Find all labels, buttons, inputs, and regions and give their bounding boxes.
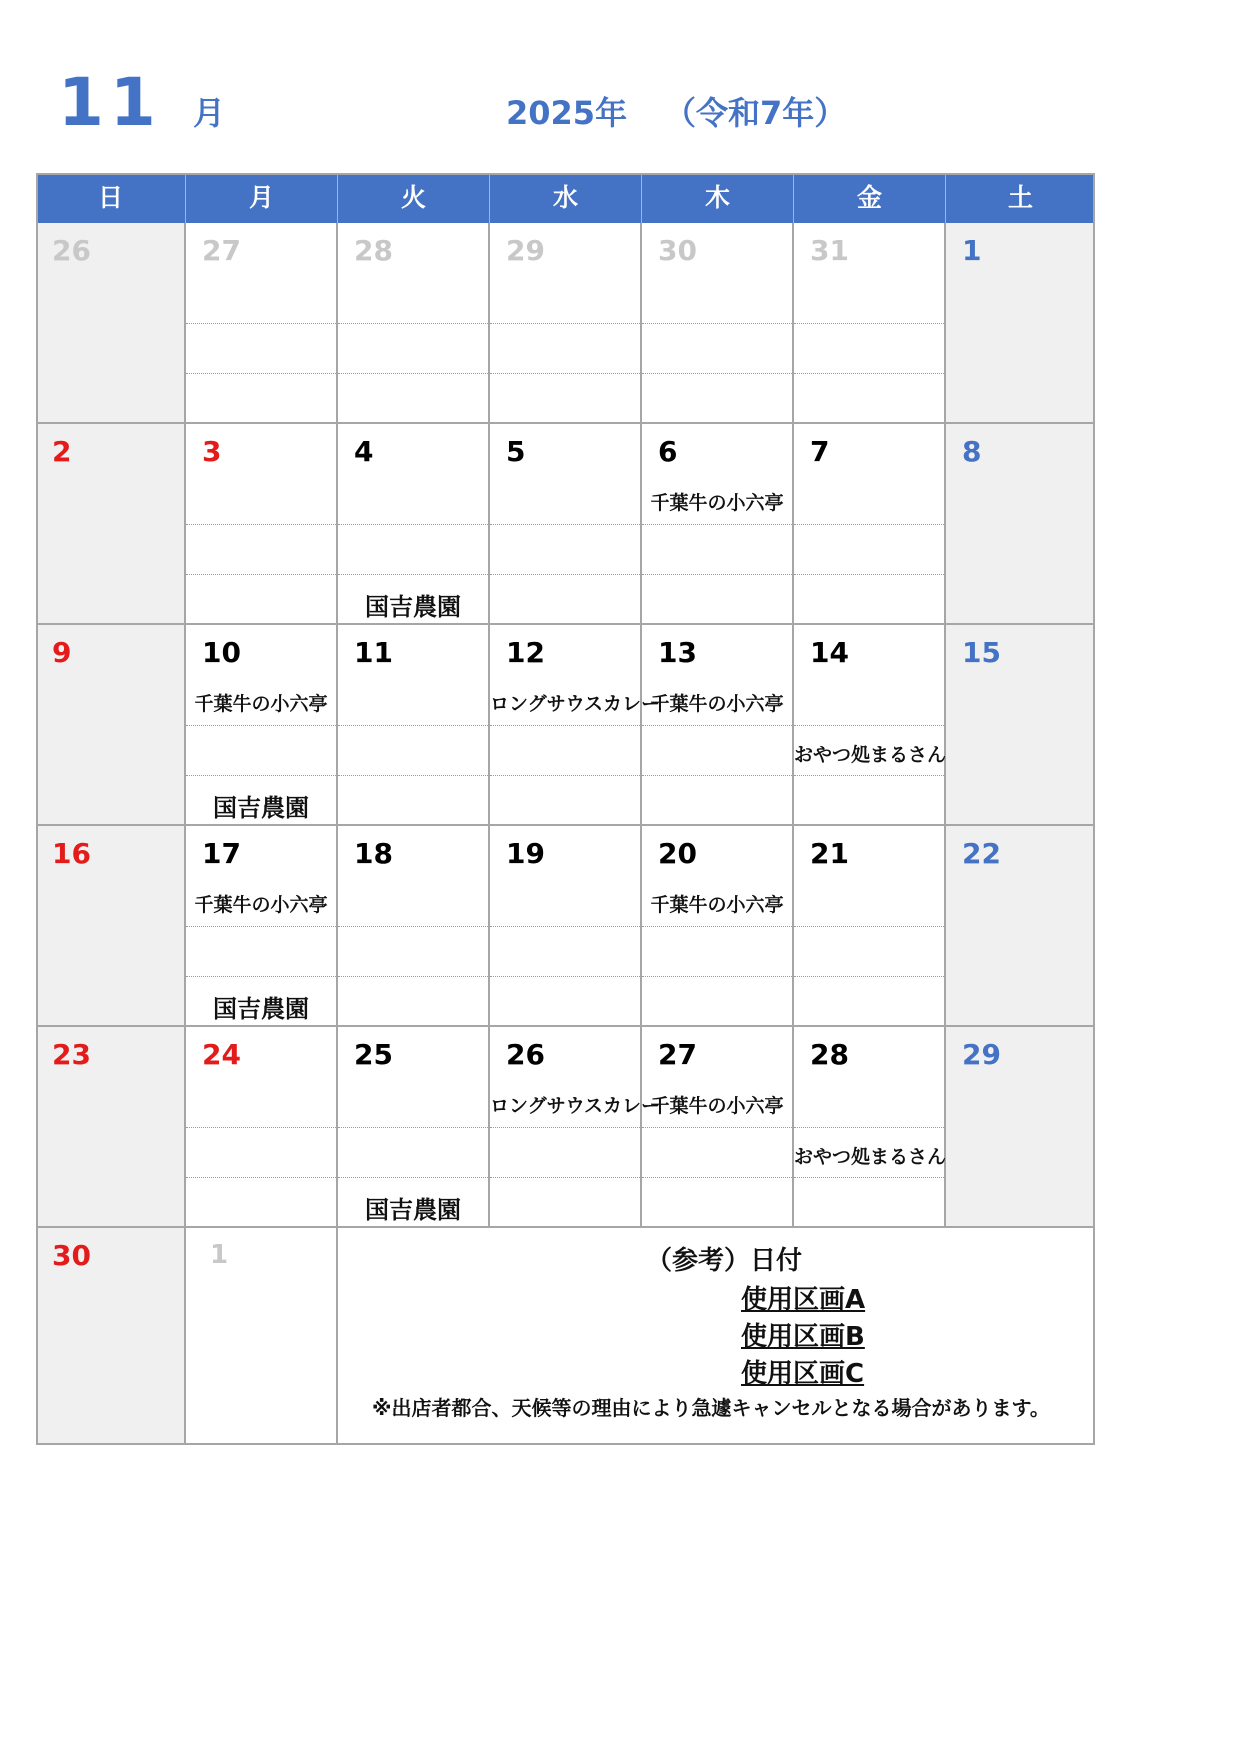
slot-divider xyxy=(338,323,488,324)
day-cell xyxy=(338,223,490,424)
day-cell xyxy=(490,223,642,424)
day-cell xyxy=(338,625,490,826)
day-number: 26 xyxy=(52,234,91,267)
day-number: 27 xyxy=(658,1038,697,1071)
slot-divider xyxy=(490,323,640,324)
day-cell xyxy=(642,1027,794,1228)
day-cell xyxy=(642,625,794,826)
day-number: 25 xyxy=(354,1038,393,1071)
slot-divider xyxy=(794,976,944,977)
legend-area-a: 使用区画A xyxy=(741,1285,866,1315)
day-cell xyxy=(642,826,794,1027)
vendor-a: 千葉牛の小六亭 xyxy=(650,492,784,514)
slot-divider xyxy=(794,524,944,525)
slot-divider xyxy=(642,373,792,374)
day-number: 26 xyxy=(506,1038,545,1071)
slot-divider xyxy=(794,323,944,324)
vendor-b: おやつ処まるさん xyxy=(794,744,947,766)
slot-divider xyxy=(642,1177,792,1178)
slot-divider xyxy=(338,1177,488,1178)
day-number: 2 xyxy=(52,435,72,468)
day-number: 6 xyxy=(658,435,678,468)
slot-divider xyxy=(338,524,488,525)
day-cell xyxy=(36,1228,186,1445)
day-cell xyxy=(794,826,946,1027)
slot-divider xyxy=(642,524,792,525)
day-number: 5 xyxy=(506,435,526,468)
year-label: 2025年 xyxy=(506,94,628,132)
day-number: 14 xyxy=(810,636,849,669)
slot-divider xyxy=(338,926,488,927)
day-number: 31 xyxy=(810,234,849,267)
slot-divider xyxy=(490,574,640,575)
vendor-c: 国吉農園 xyxy=(365,593,461,621)
slot-divider xyxy=(186,775,336,776)
day-number: 17 xyxy=(202,837,241,870)
day-cell xyxy=(946,223,1095,424)
vendor-a: ロングサウスカレー xyxy=(490,1095,661,1117)
day-number: 8 xyxy=(962,435,982,468)
slot-divider xyxy=(186,323,336,324)
day-number: 20 xyxy=(658,837,697,870)
day-cell xyxy=(642,223,794,424)
day-cell xyxy=(186,223,338,424)
day-cell xyxy=(642,424,794,625)
vendor-a: 千葉牛の小六亭 xyxy=(650,894,784,916)
slot-divider xyxy=(186,524,336,525)
day-cell xyxy=(794,424,946,625)
day-number: 7 xyxy=(810,435,830,468)
weekday-6: 土 xyxy=(1007,183,1033,212)
vendor-a: 千葉牛の小六亭 xyxy=(194,693,328,715)
slot-divider xyxy=(642,976,792,977)
slot-divider xyxy=(794,574,944,575)
vendor-a: 千葉牛の小六亭 xyxy=(650,693,784,715)
vendor-c: 国吉農園 xyxy=(213,995,309,1023)
slot-divider xyxy=(338,1127,488,1128)
day-number: 28 xyxy=(354,234,393,267)
slot-divider xyxy=(490,1127,640,1128)
legend-box xyxy=(338,1228,1095,1445)
day-number: 9 xyxy=(52,636,72,669)
legend-area-b: 使用区画B xyxy=(741,1322,865,1352)
day-cell xyxy=(946,1027,1095,1228)
weekday-1: 月 xyxy=(186,173,338,223)
day-number: 30 xyxy=(52,1239,91,1272)
slot-divider xyxy=(490,976,640,977)
slot-divider xyxy=(338,725,488,726)
month-number: 11 xyxy=(58,64,162,141)
day-cell xyxy=(186,424,338,625)
weekday-2: 火 xyxy=(338,173,490,223)
day-cell xyxy=(186,625,338,826)
day-cell xyxy=(490,1027,661,1228)
day-cell xyxy=(794,625,946,826)
day-number: 18 xyxy=(354,837,393,870)
day-cell xyxy=(794,1027,946,1228)
day-cell xyxy=(338,424,490,625)
day-cell xyxy=(36,424,186,625)
day-cell xyxy=(946,826,1095,1027)
slot-divider xyxy=(794,1127,944,1128)
day-cell xyxy=(36,223,186,424)
slot-divider xyxy=(186,725,336,726)
day-cell xyxy=(338,826,490,1027)
vendor-c: 国吉農園 xyxy=(213,794,309,822)
day-number: 29 xyxy=(962,1038,1001,1071)
slot-divider xyxy=(338,373,488,374)
day-cell xyxy=(186,1228,338,1445)
slot-divider xyxy=(490,926,640,927)
day-cell xyxy=(490,625,661,826)
vendor-a: 千葉牛の小六亭 xyxy=(194,894,328,916)
slot-divider xyxy=(642,574,792,575)
slot-divider xyxy=(642,323,792,324)
slot-divider xyxy=(794,373,944,374)
day-number: 3 xyxy=(202,435,222,468)
legend-area-c: 使用区画C xyxy=(741,1359,865,1389)
day-number: 21 xyxy=(810,837,849,870)
month-unit: 月 xyxy=(193,94,226,132)
day-cell xyxy=(36,1027,186,1228)
slot-divider xyxy=(186,976,336,977)
slot-divider xyxy=(642,1127,792,1128)
day-number: 16 xyxy=(52,837,91,870)
day-number: 22 xyxy=(962,837,1001,870)
day-number: 11 xyxy=(354,636,393,669)
day-cell xyxy=(946,424,1095,625)
slot-divider xyxy=(186,373,336,374)
slot-divider xyxy=(794,775,944,776)
slot-divider xyxy=(338,976,488,977)
day-number: 27 xyxy=(202,234,241,267)
era-label: （令和7年） xyxy=(664,94,847,132)
calendar-grid xyxy=(36,173,1095,1445)
slot-divider xyxy=(186,1177,336,1178)
day-cell xyxy=(186,826,338,1027)
day-number: 30 xyxy=(658,234,697,267)
slot-divider xyxy=(642,725,792,726)
vendor-a: ロングサウスカレー xyxy=(490,693,661,715)
day-number: 1 xyxy=(210,1240,229,1270)
day-number: 23 xyxy=(52,1038,91,1071)
day-cell xyxy=(36,826,186,1027)
weekday-5: 金 xyxy=(794,173,946,223)
day-cell xyxy=(186,1027,338,1228)
day-number: 13 xyxy=(658,636,697,669)
day-cell xyxy=(946,625,1095,826)
weekday-0: 日 xyxy=(36,173,186,223)
day-number: 4 xyxy=(354,435,374,468)
slot-divider xyxy=(490,775,640,776)
slot-divider xyxy=(794,926,944,927)
slot-divider xyxy=(794,1177,944,1178)
slot-divider xyxy=(794,725,944,726)
weekday-3: 水 xyxy=(490,173,642,223)
weekday-header xyxy=(36,173,1095,223)
slot-divider xyxy=(338,775,488,776)
day-number: 19 xyxy=(506,837,545,870)
legend-title: （参考）日付 xyxy=(646,1246,803,1276)
legend-note: ※出店者都合、天候等の理由により急遽キャンセルとなる場合があります。 xyxy=(372,1396,1050,1420)
day-number: 1 xyxy=(962,234,982,267)
slot-divider xyxy=(186,1127,336,1128)
slot-divider xyxy=(186,574,336,575)
day-number: 24 xyxy=(202,1038,241,1071)
slot-divider xyxy=(490,524,640,525)
day-cell xyxy=(338,1027,490,1228)
day-cell xyxy=(36,625,186,826)
slot-divider xyxy=(186,926,336,927)
slot-divider xyxy=(490,373,640,374)
day-number: 28 xyxy=(810,1038,849,1071)
slot-divider xyxy=(490,1177,640,1178)
slot-divider xyxy=(338,574,488,575)
day-number: 10 xyxy=(202,636,241,669)
day-cell xyxy=(490,424,642,625)
weekday-4: 木 xyxy=(642,173,794,223)
day-number: 15 xyxy=(962,636,1001,669)
slot-divider xyxy=(490,725,640,726)
vendor-b: おやつ処まるさん xyxy=(794,1146,947,1168)
day-number: 29 xyxy=(506,234,545,267)
day-cell xyxy=(794,223,946,424)
vendor-a: 千葉牛の小六亭 xyxy=(650,1095,784,1117)
vendor-c: 国吉農園 xyxy=(365,1196,461,1224)
day-cell xyxy=(490,826,642,1027)
slot-divider xyxy=(642,775,792,776)
day-number: 12 xyxy=(506,636,545,669)
slot-divider xyxy=(642,926,792,927)
